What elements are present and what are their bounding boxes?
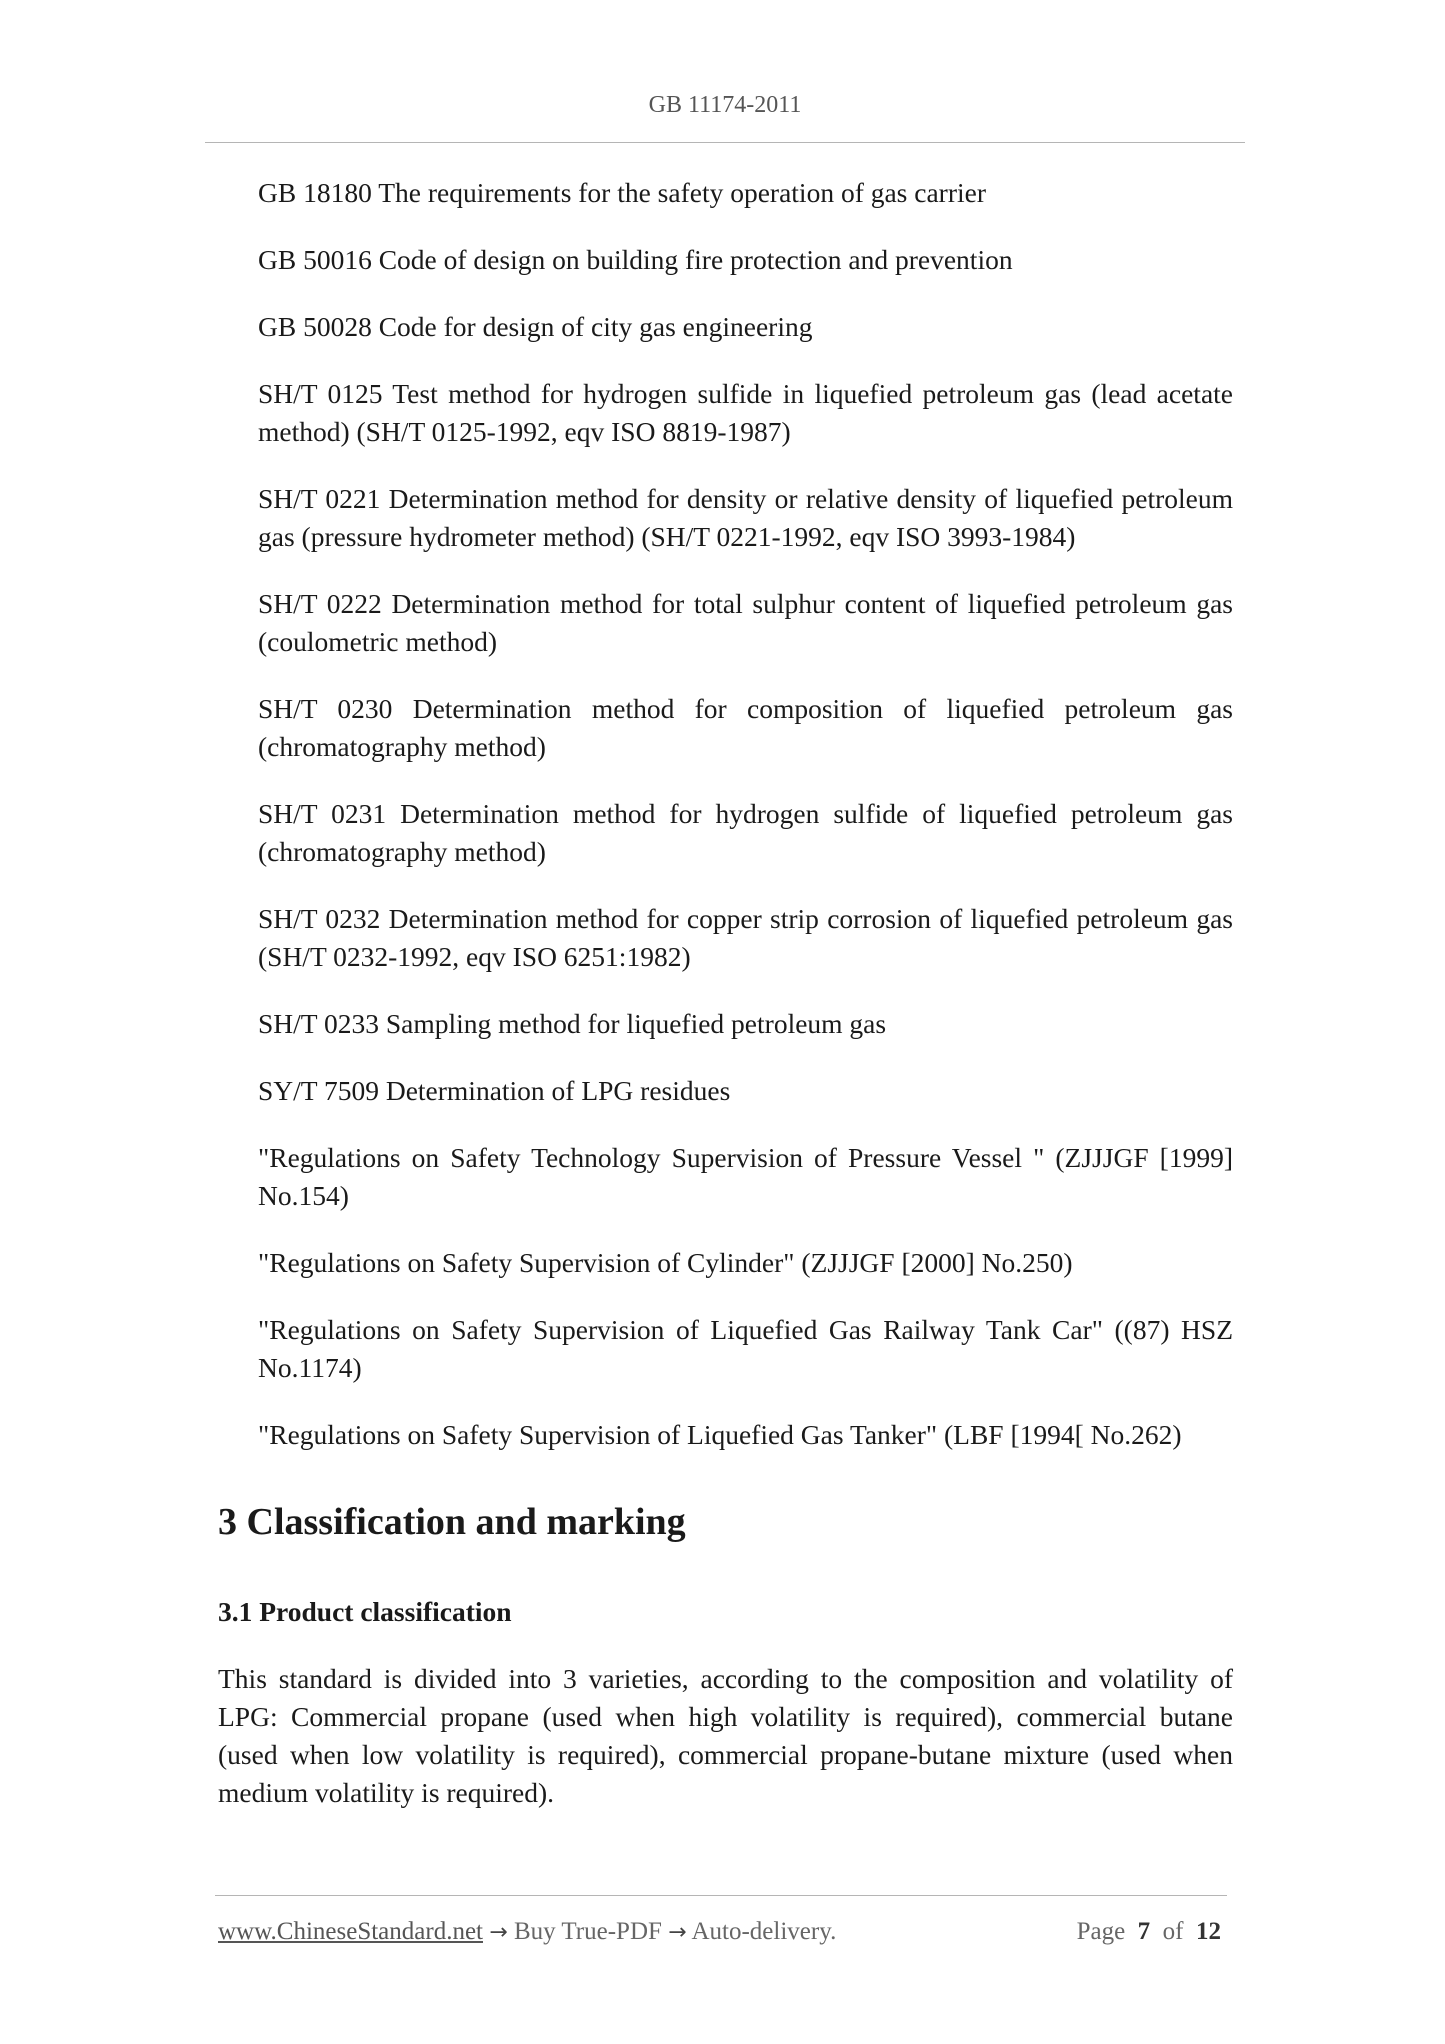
reference-item: SH/T 0232 Determination method for copper strip corrosion of liquefied petroleum gas (SH/T 0232-1992, eqv ISO 6251:1982) <box>258 903 1233 972</box>
reference-item: SY/T 7509 Determination of LPG residues <box>258 1075 731 1106</box>
reference-item: GB 50016 Code of design on building fire protection and prevention <box>258 244 1013 275</box>
header-divider <box>205 142 1245 143</box>
page-total: 12 <box>1196 1918 1221 1945</box>
arrow-right-icon: → <box>668 1920 687 1945</box>
reference-item: SH/T 0125 Test method for hydrogen sulfide in liquefied petroleum gas (lead acetate method) (SH/T 0125-1992, eqv ISO 8819-1987) <box>258 378 1233 447</box>
buy-pdf-text: Buy True-PDF <box>513 1918 662 1945</box>
reference-item: SH/T 0233 Sampling method for liquefied petroleum gas <box>258 1008 887 1039</box>
reference-item: GB 50028 Code for design of city gas engineering <box>258 311 813 342</box>
arrow-right-icon: → <box>489 1920 508 1945</box>
section-title: 3 Classification and marking <box>218 1501 686 1543</box>
subsection-title: 3.1 Product classification <box>218 1596 512 1627</box>
footer-promo <box>218 1918 836 1946</box>
reference-item: SH/T 0222 Determination method for total sulphur content of liquefied petroleum gas (coulometric method) <box>258 588 1233 657</box>
reference-item: SH/T 0230 Determination method for composition of liquefied petroleum gas (chromatography method) <box>258 693 1233 762</box>
reference-item: "Regulations on Safety Supervision of Liquefied Gas Railway Tank Car" ((87) HSZ No.1174) <box>258 1314 1233 1383</box>
reference-item: "Regulations on Safety Technology Supervision of Pressure Vessel " (ZJJJGF [1999] No.154) <box>258 1142 1233 1211</box>
of-label: of <box>1162 1918 1184 1945</box>
document-code-header: GB 11174-2011 <box>648 92 802 118</box>
classification-paragraph: This standard is divided into 3 varieties, according to the composition and volatility of LPG: Commercial propane (used when high volatility is required), commercial butane (used when low volatility is required), commercial propane-butane mixture (used when medium volatility is required). <box>218 1663 1233 1808</box>
reference-item: SH/T 0221 Determination method for density or relative density of liquefied petroleum gas (pressure hydrometer method) (SH/T 0221-1992, eqv ISO 3993-1984) <box>258 483 1233 552</box>
footer-divider <box>215 1895 1227 1896</box>
reference-item: SH/T 0231 Determination method for hydrogen sulfide of liquefied petroleum gas (chromatography method) <box>258 798 1233 867</box>
page-indicator <box>1077 1918 1221 1946</box>
normative-references-list <box>258 174 1233 1483</box>
reference-item: "Regulations on Safety Supervision of Cylinder" (ZJJJGF [2000] No.250) <box>258 1247 1073 1278</box>
site-link[interactable]: www.ChineseStandard.net <box>218 1918 483 1945</box>
reference-item: "Regulations on Safety Supervision of Liquefied Gas Tanker" (LBF [1994[ No.262) <box>258 1419 1182 1450</box>
page-current: 7 <box>1137 1918 1151 1945</box>
page-label: Page <box>1076 1918 1126 1945</box>
reference-item: GB 18180 The requirements for the safety operation of gas carrier <box>258 177 986 208</box>
auto-delivery-text: Auto-delivery. <box>691 1918 837 1945</box>
